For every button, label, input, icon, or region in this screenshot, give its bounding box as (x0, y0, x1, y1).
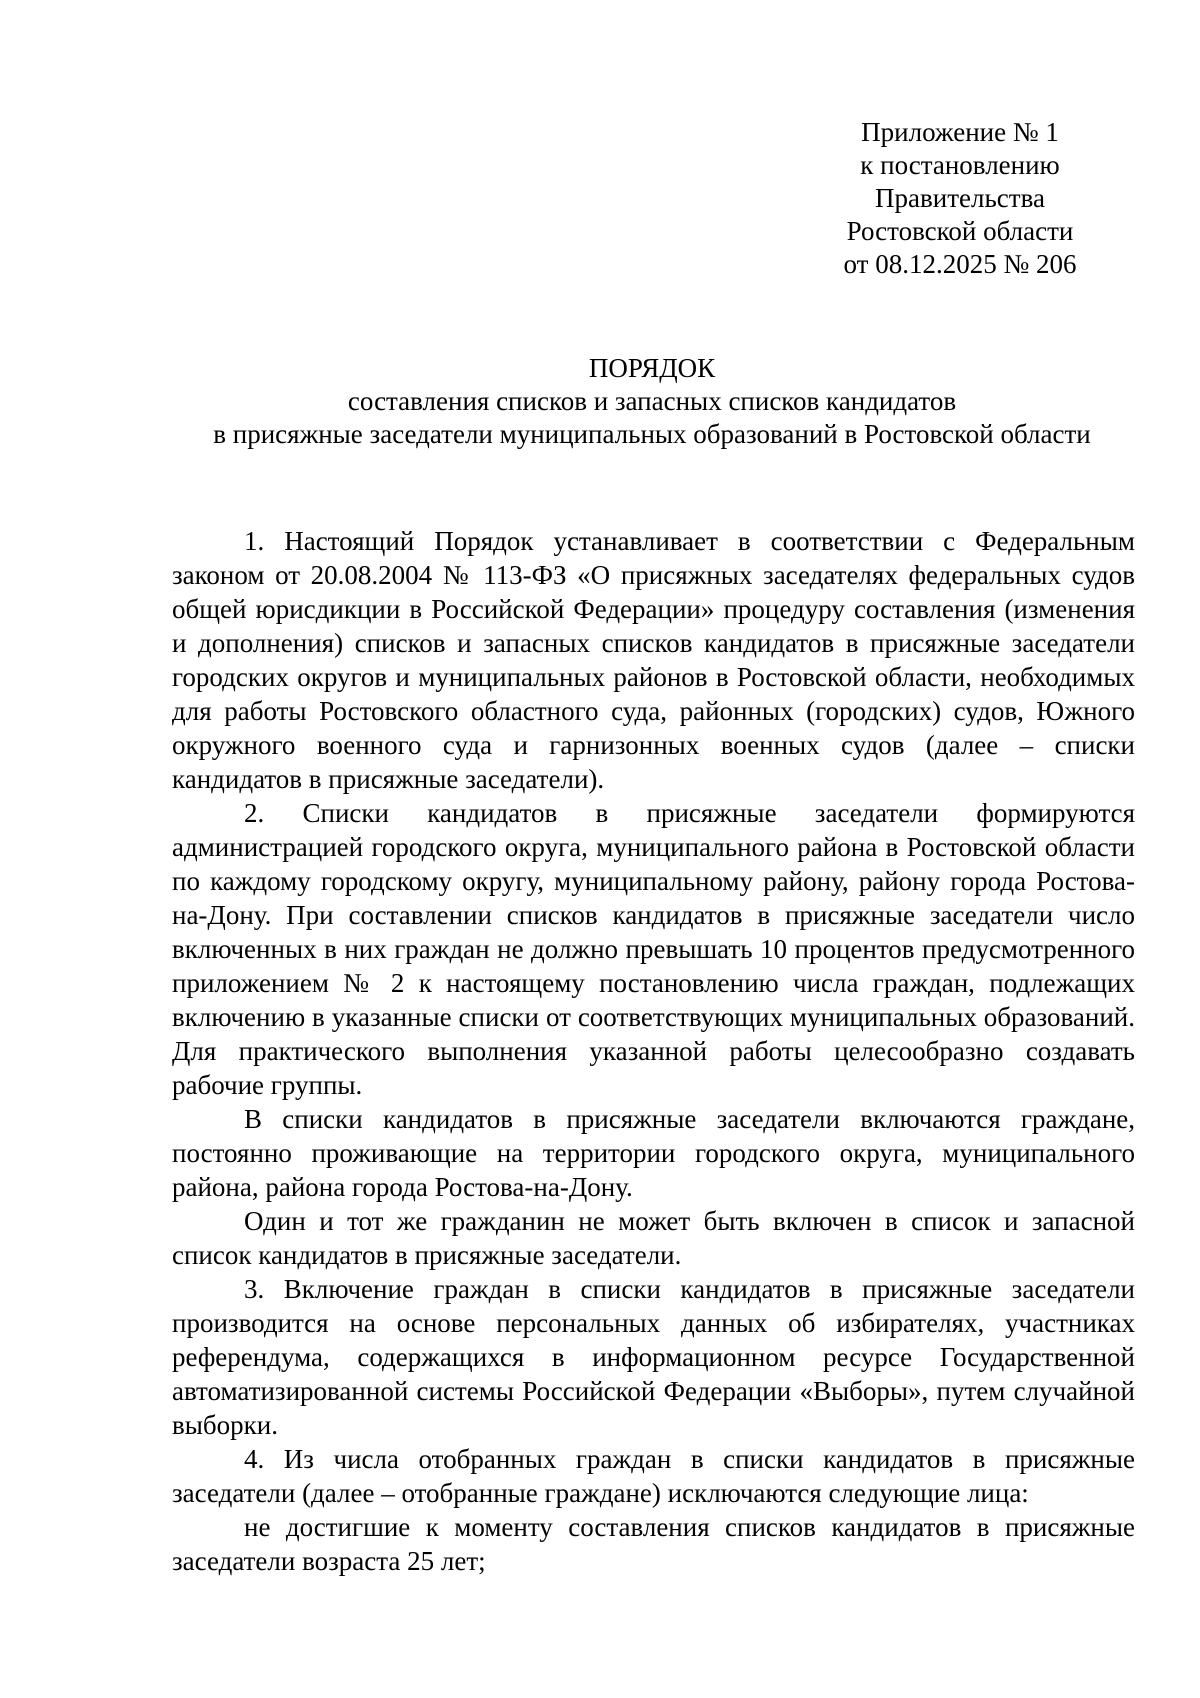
appendix-government: Правительства (875, 183, 1045, 213)
appendix-header (835, 116, 1085, 281)
title-subtitle-line-2: в присяжные заседатели муниципальных образований в Ростовской области (213, 419, 1091, 449)
paragraph-4: Один и тот же гражданин не может быть включен в список и запасной список кандидатов в присяжные заседатели. (172, 1206, 1135, 1270)
paragraph-1: 1. Настоящий Порядок устанавливает в соответствии с Федеральным законом от 20.08.2004 № 113-ФЗ «О присяжных заседателях федеральных судов общей юрисдикции в Российской Федерации» процедуру составления (изменения и дополнения) списков и запасных списков кандидатов в присяжные заседатели городских округов и муниципальных районов в Ростовской области, необходимых для работы Ростовского областного суда, районных (городских) судов, Южного окружного военного суда и гарнизонных военных судов (далее – списки кандидатов в присяжные заседатели). (172, 526, 1135, 794)
document-body (172, 524, 1135, 1578)
document-title (172, 352, 1132, 451)
paragraph-6: 4. Из числа отобранных граждан в списки кандидатов в присяжные заседатели (далее – отобранные граждане) исключаются следующие лица: (172, 1444, 1135, 1508)
appendix-region: Ростовской области (846, 216, 1074, 246)
appendix-date-number: от 08.12.2025 № 206 (843, 249, 1077, 279)
appendix-number: Приложение № 1 (861, 117, 1059, 147)
paragraph-7: не достигшие к моменту составления списков кандидатов в присяжные заседатели возраста 25 лет; (172, 1512, 1135, 1576)
paragraph-3: В списки кандидатов в присяжные заседатели включаются граждане, постоянно проживающие на территории городского округа, муниципального района, района города Ростова-на-Дону. (172, 1104, 1135, 1202)
appendix-to-resolution: к постановлению (860, 150, 1060, 180)
title-heading: ПОРЯДОК (588, 353, 716, 383)
title-subtitle-line-1: составления списков и запасных списков кандидатов (347, 386, 957, 416)
paragraph-2: 2. Списки кандидатов в присяжные заседатели формируются администрацией городского округа, муниципального района в Ростовской области по каждому городскому округу, муниципальному району, району города Ростова-на-Дону. При составлении списков кандидатов в присяжные заседатели число включенных в них граждан не должно превышать 10 процентов предусмотренного приложением № 2 к настоящему постановлению числа граждан, подлежащих включению в указанные списки от соответствующих муниципальных образований. Для практического выполнения указанной работы целесообразно создавать рабочие группы. (172, 798, 1135, 1100)
paragraph-5: 3. Включение граждан в списки кандидатов в присяжные заседатели производится на основе персональных данных об избирателях, участниках референдума, содержащихся в информационном ресурсе Государственной автоматизированной системы Российской Федерации «Выборы», путем случайной выборки. (172, 1274, 1135, 1440)
